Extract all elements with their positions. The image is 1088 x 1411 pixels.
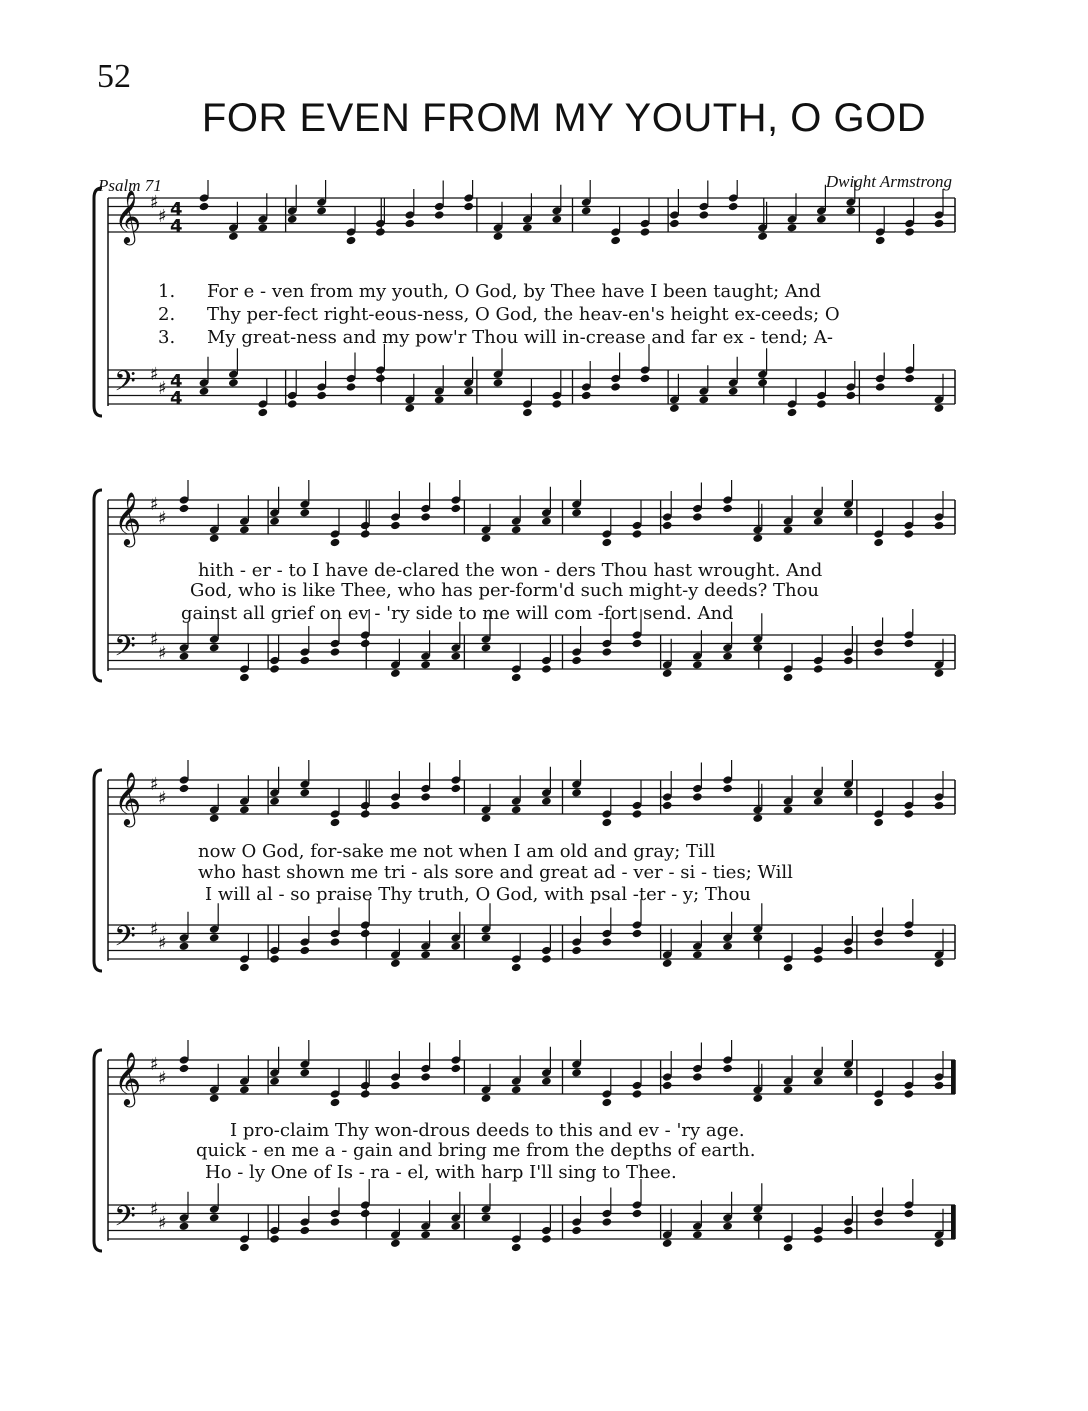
svg-text:4: 4 xyxy=(170,371,183,392)
text-source: Psalm 71 xyxy=(98,176,162,195)
lyric-line: God, who is like Thee, who has per-form'd such might-y deeds? Thou xyxy=(190,580,820,601)
hymn-title: FOR EVEN FROM MY YOUTH, O GOD xyxy=(201,96,927,140)
verse-number: 1. xyxy=(158,281,176,302)
music-system-2 xyxy=(0,480,1088,720)
svg-text:4: 4 xyxy=(170,388,183,409)
svg-text:♯: ♯ xyxy=(150,629,159,650)
music-system-1 xyxy=(0,180,1088,440)
lyric-line: Thy per-fect right-eous-ness, O God, the heav-en's height ex-ceeds; O xyxy=(207,304,840,325)
lyric-line: I will al - so praise Thy truth, O God, with psal -ter - y; Thou xyxy=(205,884,751,905)
composer: Dwight Armstrong xyxy=(825,172,952,191)
music-system-3 xyxy=(0,760,1088,1000)
svg-text:♯: ♯ xyxy=(150,364,159,385)
svg-text:𝄞: 𝄞 xyxy=(114,491,142,545)
svg-text:𝄢: 𝄢 xyxy=(114,920,136,960)
lyric-line: now O God, for-sake me not when I am old and gray; Till xyxy=(198,841,716,862)
svg-text:♯: ♯ xyxy=(150,1054,159,1075)
lyric-line: who hast shown me tri - als sore and great ad - ver - si - ties; Will xyxy=(198,862,793,883)
svg-text:♯: ♯ xyxy=(158,378,167,399)
svg-text:4: 4 xyxy=(170,199,183,220)
verse-number: 3. xyxy=(158,327,176,348)
svg-text:♯: ♯ xyxy=(158,643,167,664)
svg-text:𝄢: 𝄢 xyxy=(114,1200,136,1240)
svg-text:♯: ♯ xyxy=(150,192,159,213)
svg-text:♯: ♯ xyxy=(158,1213,167,1234)
svg-text:♯: ♯ xyxy=(150,494,159,515)
lyric-line: Ho - ly One of Is - ra - el, with harp I'll sing to Thee. xyxy=(205,1162,677,1183)
svg-text:♯: ♯ xyxy=(158,1068,167,1089)
svg-text:4: 4 xyxy=(170,216,183,237)
svg-text:♯: ♯ xyxy=(158,933,167,954)
lyric-line: For e - ven from my youth, O God, by Thee have I been taught; And xyxy=(207,281,822,302)
lyric-line: quick - en me a - gain and bring me from the depths of earth. xyxy=(196,1140,756,1161)
lyric-line: gainst all grief on ev - 'ry side to me will com -fort send. And xyxy=(181,603,734,624)
page-number: 52 xyxy=(97,58,131,95)
lyric-line: hith - er - to I have de-clared the won - ders Thou hast wrought. And xyxy=(198,560,823,581)
svg-text:𝄞: 𝄞 xyxy=(114,189,142,243)
svg-text:𝄞: 𝄞 xyxy=(114,1051,142,1105)
svg-text:♯: ♯ xyxy=(158,508,167,529)
lyric-line: My great-ness and my pow'r Thou will in-crease and far ex - tend; A- xyxy=(207,327,833,348)
svg-text:𝄢: 𝄢 xyxy=(114,365,136,405)
svg-text:𝄞: 𝄞 xyxy=(114,771,142,825)
music-system-4 xyxy=(0,1040,1088,1280)
svg-text:♯: ♯ xyxy=(150,919,159,940)
lyric-line: I pro-claim Thy won-drous deeds to this and ev - 'ry age. xyxy=(230,1120,745,1141)
svg-text:♯: ♯ xyxy=(158,206,167,227)
svg-text:♯: ♯ xyxy=(150,1199,159,1220)
svg-text:♯: ♯ xyxy=(150,774,159,795)
svg-text:𝄢: 𝄢 xyxy=(114,630,136,670)
verse-number: 2. xyxy=(158,304,176,325)
svg-text:♯: ♯ xyxy=(158,788,167,809)
